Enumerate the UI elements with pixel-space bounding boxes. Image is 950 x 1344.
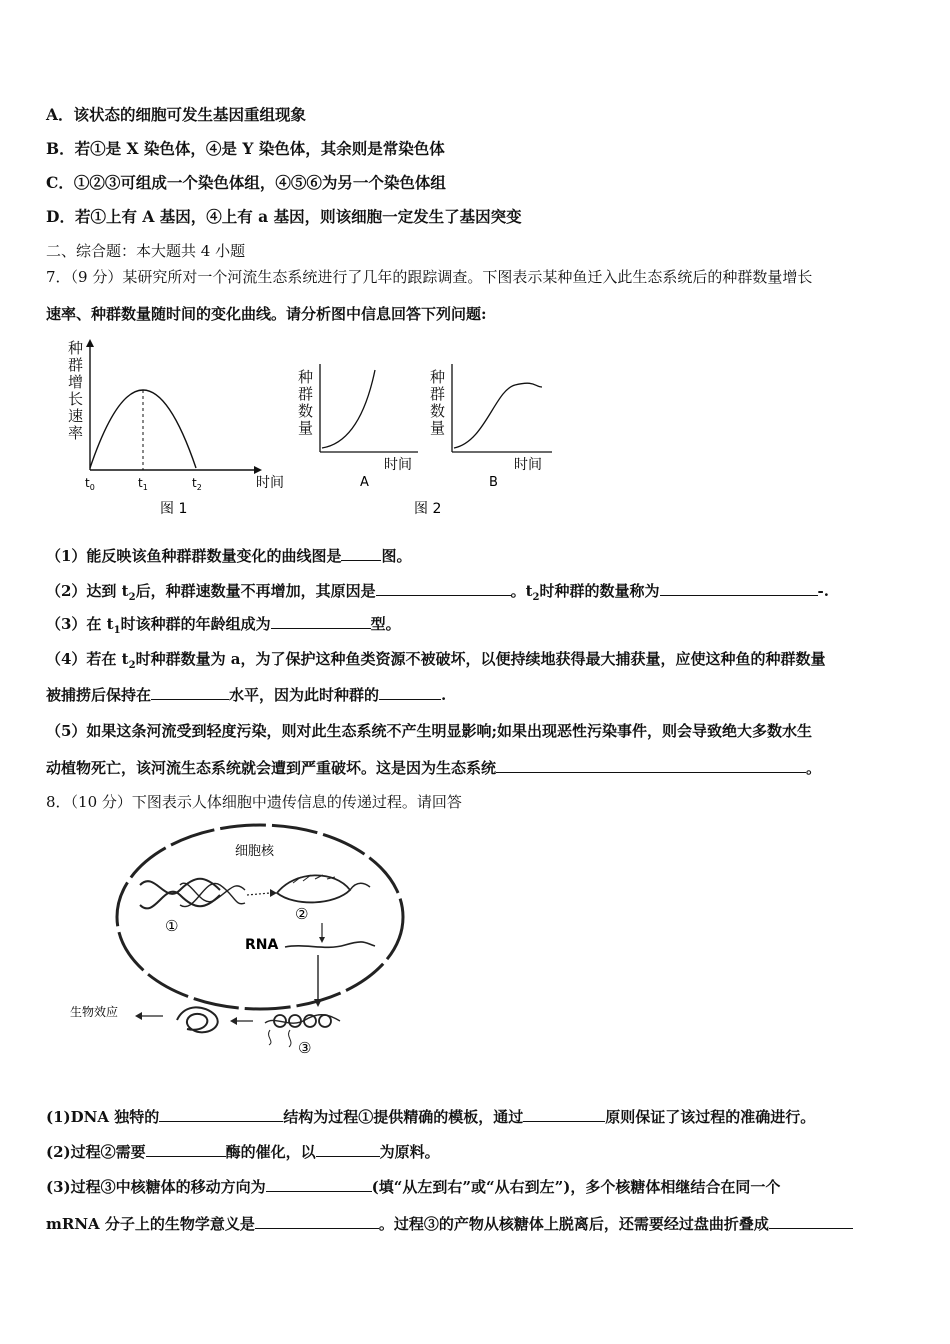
fig1-tick-t0: $t_0$ [85, 476, 95, 492]
blank[interactable] [379, 685, 441, 700]
rna-pointer-head [319, 937, 325, 943]
process-arrow-dots [247, 893, 270, 895]
circled-3: ③ [298, 1039, 312, 1057]
blank[interactable] [660, 581, 818, 596]
fold-arrow-head [230, 1017, 237, 1025]
blank[interactable] [255, 1214, 379, 1229]
transcription-bubble [277, 875, 350, 902]
figure-1-growth-rate-chart [60, 335, 300, 520]
fig2b-ylabel-char: 数 [430, 402, 446, 420]
ribosome [319, 1015, 331, 1027]
q8-part3-line2: mRNA 分子上的生物学意义是 。过程③的产物从核糖体上脱离后，还需要经过盘曲折叠成 [46, 1213, 853, 1234]
circled-2: ② [295, 905, 309, 923]
folded-protein [177, 1007, 218, 1032]
section-heading: 二、综合题：本大题共 4 小题 [46, 242, 246, 260]
q8-stem: 8．（10 分）下图表示人体细胞中遗传信息的传递过程。请回答 [46, 793, 462, 811]
fig2b-label: B [489, 475, 498, 490]
fig1-tick-t1: $t_1$ [138, 476, 148, 492]
q8-part2: (2)过程②需要 酶的催化，以 为原料。 [46, 1143, 440, 1161]
q8-part3: (3)过程③中核糖体的移动方向为 (填“从左到右”或“从右到左”)，多个核糖体相继结合在同一个 [46, 1178, 781, 1196]
fig2a-j-curve [322, 370, 375, 448]
dna-strand-3 [180, 883, 245, 902]
q7-part5: （5）如果这条河流受到轻度污染，则对此生态系统不产生明显影响;如果出现恶性污染事件，则会导致绝大多数水生 [46, 722, 812, 740]
q7-stem-line2: 速率、种群数量随时间的变化曲线。请分析图中信息回答下列问题: [46, 305, 487, 323]
blank[interactable] [769, 1214, 853, 1229]
fig2a-ylabel-char: 种 [298, 368, 314, 386]
blank[interactable] [316, 1142, 380, 1157]
fig2a-xlabel: 时间 [384, 457, 412, 473]
rna-tail [350, 883, 370, 890]
q7-part1: （1）能反映该鱼种群群数量变化的曲线图是 图。 [46, 547, 412, 565]
effect-arrow-head [135, 1012, 142, 1020]
fig1-ylabel-char: 群 [68, 356, 84, 374]
effect-label: 生物效应 [70, 1005, 119, 1019]
circled-1: ① [165, 917, 179, 935]
q8-part1: (1)DNA 独特的 结构为过程①提供精确的模板，通过 原则保证了该过程的准确进行。 [46, 1108, 816, 1126]
fig2b-ylabel-char: 群 [430, 385, 446, 403]
blank[interactable] [271, 614, 371, 629]
blank[interactable] [146, 1142, 226, 1157]
fig1-ylabel-char: 速 [68, 407, 84, 425]
fig2b-ylabel-char: 种 [430, 368, 446, 386]
dna-strand-2 [140, 892, 220, 909]
peptide-chains [269, 1030, 291, 1047]
fig2a-ylabel-char: 量 [298, 419, 314, 437]
q7-part4: （4）若在 $t_2$时种群数量为 a，为了保护这种鱼类资源不被破坏，以便持续地获得最大捕获量，应使这种鱼的种群数量 [46, 650, 826, 671]
q7-part4-line2: 被捕捞后保持在 水平，因为此时种群的 . [46, 686, 447, 704]
fig2-caption: 图 2 [414, 501, 442, 517]
fig2a-ylabel-char: 群 [298, 385, 314, 403]
blank[interactable] [159, 1107, 283, 1122]
rna-strand [285, 942, 375, 947]
ribosome [289, 1015, 301, 1027]
fig1-ylabel-char: 长 [68, 390, 84, 408]
fig2b-xlabel: 时间 [514, 457, 542, 473]
fig1-x-arrow [254, 466, 262, 474]
option-a: A．该状态的细胞可发生基因重组现象 [46, 105, 307, 124]
q7-part3: （3）在 $t_1$时该种群的年龄组成为 型。 [46, 615, 401, 636]
blank[interactable] [341, 546, 381, 561]
option-c: C．①②③可组成一个染色体组，④⑤⑥为另一个染色体组 [46, 173, 446, 192]
blank[interactable] [376, 581, 511, 596]
blank[interactable] [266, 1177, 372, 1192]
fig1-ylabel-char: 种 [68, 339, 84, 357]
fig1-ylabel-char: 率 [68, 424, 84, 442]
fig1-caption: 图 1 [160, 501, 188, 517]
fig1-y-arrow [86, 339, 94, 347]
blank[interactable] [523, 1107, 605, 1122]
fig2b-s-curve [454, 383, 542, 448]
option-b: B．若①是 X 染色体，④是 Y 染色体，其余则是常染色体 [46, 139, 445, 158]
rna-label: RNA [245, 937, 279, 953]
figure-gene-expression-diagram [65, 815, 415, 1065]
fig2a-ylabel-char: 数 [298, 402, 314, 420]
blank[interactable] [151, 685, 229, 700]
q7-part5-line2: 动植物死亡，该河流生态系统就会遭到严重破坏。这是因为生态系统 。 [46, 759, 822, 777]
fig1-xlabel: 时间 [256, 475, 284, 491]
fig2a-label: A [360, 475, 369, 490]
q7-stem-line1: 7．（9 分）某研究所对一个河流生态系统进行了几年的跟踪调查。下图表示某种鱼迁入此生态系统后的种群数量增长 [46, 268, 813, 286]
nucleus-label: 细胞核 [235, 844, 275, 859]
fig1-ylabel-char: 增 [68, 373, 84, 391]
figure-2-population-charts [290, 360, 560, 520]
option-d: D．若①上有 A 基因，④上有 a 基因，则该细胞一定发生了基因突变 [46, 207, 522, 226]
fig1-tick-t2: $t_2$ [192, 476, 202, 492]
q7-part2: （2）达到 $t_2$后，种群速数量不再增加，其原因是 。$t_2$时种群的数量称为 -. [46, 582, 829, 603]
blank[interactable] [496, 758, 806, 773]
fig2b-ylabel-char: 量 [430, 419, 446, 437]
